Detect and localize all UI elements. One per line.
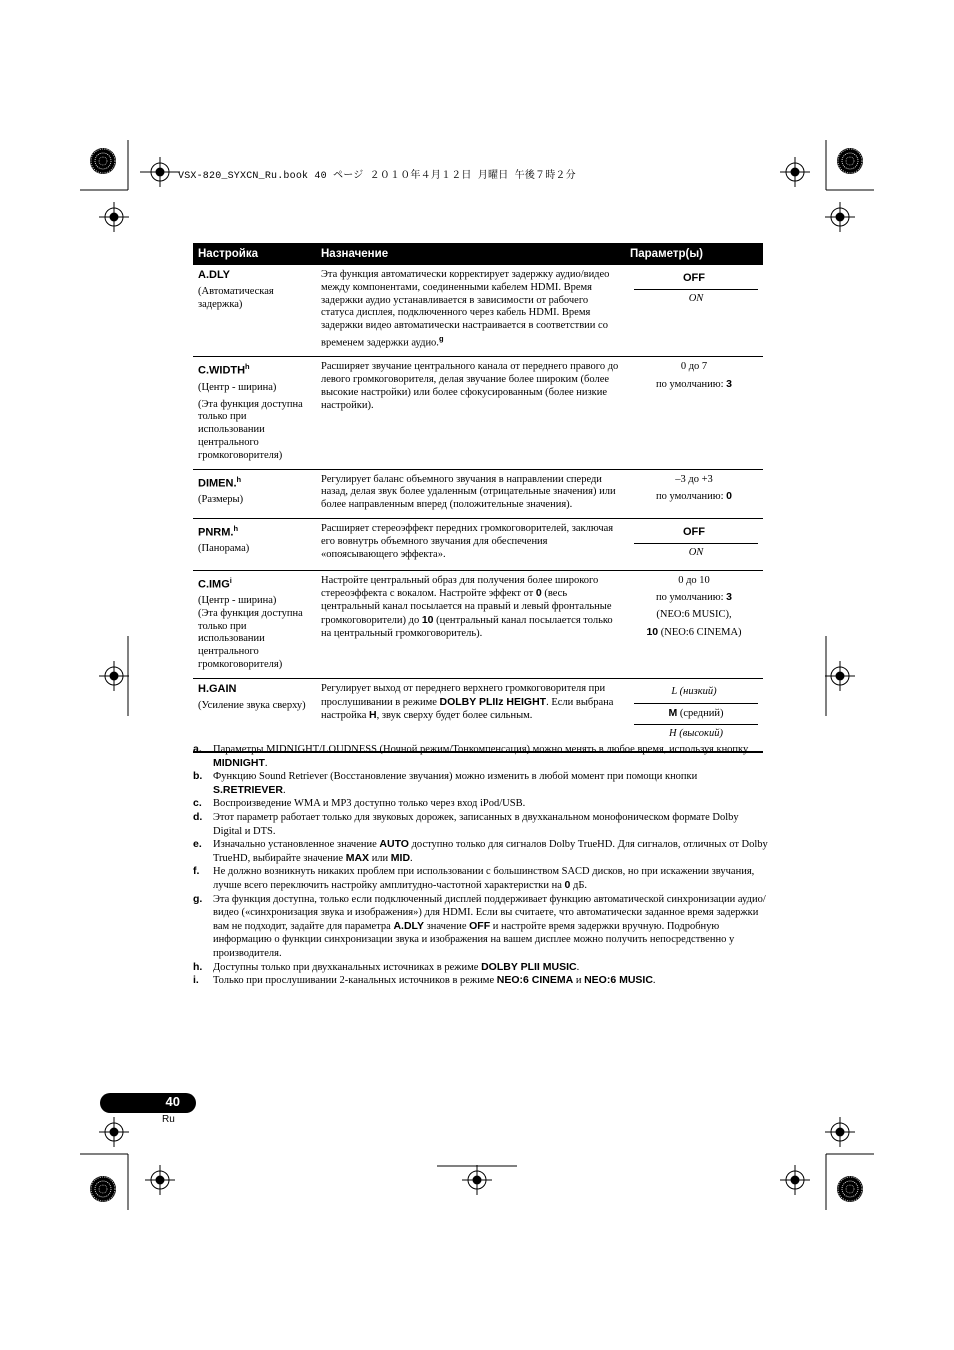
footnote-i: i. Только при прослушивании 2-канальных источников в режиме NEO:6 CINEMA и NEO:6 MUSIC.: [193, 974, 656, 987]
setting-cell: [193, 469, 316, 518]
option-mid: M (средний): [634, 703, 758, 725]
col-header-purpose: Назначение: [316, 243, 625, 265]
param-range: 0 до 7: [680, 361, 708, 373]
setting-params: [625, 469, 763, 518]
setting-note: (Эта функция доступна только при использовании центрального громкоговорителя): [198, 398, 303, 461]
setting-cell: [193, 678, 316, 752]
footnote-h: h. Доступны только при двухканальных источниках в режиме DOLBY PLII MUSIC.: [193, 960, 580, 973]
page-language: Ru: [162, 1114, 175, 1125]
col-header-params: Параметр(ы): [625, 243, 763, 265]
param-default: по умолчанию: 3: [655, 591, 732, 604]
footnote-f: f. Не должно возникнуть никаких проблем при использовании с большинством SACD дисков, но при искажении звучания, лучше всего переключить настройку амплитудно-частотной характеристки на 0 дБ.: [193, 865, 755, 891]
setting-subtitle: (Автоматическая задержка): [198, 285, 274, 310]
setting-subtitle: (Панорама): [198, 543, 250, 555]
option-high: H (высокий): [634, 724, 758, 745]
option-low: L (низкий): [671, 685, 717, 697]
table-row: [193, 265, 763, 357]
table-row: [193, 518, 763, 570]
setting-name: PNRM.$^h$: [198, 523, 239, 539]
page-number: 40: [165, 1094, 180, 1109]
option-on: ON: [634, 289, 758, 310]
option-off: OFF: [683, 525, 705, 538]
setting-cell: [193, 357, 316, 469]
footnote-b: b. Функцию Sound Retriever (Восстановление звучания) можно изменить в любой момент при помощи кнопки S.RETRIEVER.: [193, 770, 698, 796]
footnote-c: c. Воспроизведение WMA и MP3 доступно только через вход iPod/USB.: [193, 797, 526, 810]
settings-table: [193, 243, 763, 753]
table-row: [193, 357, 763, 469]
setting-description: Настройте центральный образ для получения более широкого стереоэффекта с вокалом. Настройте эффект от 0 (весь центральный канал посылается на правый и левый фронтальные громкоговорители) до 10 (центральный канал посылается только на центральный громкоговоритель).: [316, 570, 625, 678]
param-range: –3 до +3: [675, 473, 713, 485]
table-row: [193, 570, 763, 678]
print-header: VSX-820_SYXCN_Ru.book 40 ページ ２０１０年４月１２日 月曜日 午後７時２分: [178, 171, 576, 182]
param-default: по умолчанию: 3: [655, 378, 732, 391]
setting-description: Расширяет звучание центрального канала от переднего правого до левого громкоговорителя, делая звучание более широким (более высокие настройки) или более сфокусированным (более низкие настройки).: [316, 357, 625, 469]
setting-name: A.DLY: [198, 269, 230, 281]
setting-subtitle: (Размеры): [198, 493, 244, 505]
setting-description: Регулирует баланс объемного звучания в направлении спереди назад, делая звук более удаленным (отрицательные значения) или более направленным вперед (положительные значения).: [316, 469, 625, 518]
param-neo-music: (NEO:6 MUSIC),: [656, 609, 732, 621]
table-row: [193, 469, 763, 518]
option-off: OFF: [683, 272, 705, 284]
setting-note: (Эта функция доступна только при использовании центрального громкоговорителя): [198, 607, 303, 670]
setting-params: [625, 518, 763, 570]
setting-description: Расширяет стереоэффект передних громкоговорителей, заключая его вовнутрь объемного звучания для обеспечения «опоясывающего эффекта».: [316, 518, 625, 570]
footnote-g: g. Эта функция доступна, только если подключенный дисплей поддерживает функцию автоматической синхронизации аудио/видео («синхронизация звука и изображения») для HDMI. Если вы считаете, что автоматически заданное время задержки вам не подходит, задайте для параметра A.DLY значение OFF и настройте время задержки вручную. Подробную информацию о функции синхронизации звука и изображения на вашем дисплее можно получить непосредственно у производителя.: [193, 892, 766, 959]
setting-cell: [193, 265, 316, 357]
footnote-d: d. Этот параметр работает только для звуковых дорожек, записанных в двухканальном монофоническом формате Dolby Digital и DTS.: [193, 810, 739, 837]
setting-name: C.IMG$^i$: [198, 575, 232, 591]
setting-params: [625, 678, 763, 752]
param-default: по умолчанию: 0: [655, 490, 732, 503]
col-header-setting: Настройка: [193, 243, 316, 265]
footnotes: [193, 743, 768, 988]
table-header-row: [193, 243, 763, 265]
setting-name: DIMEN.$^h$: [198, 474, 242, 490]
setting-params: [625, 357, 763, 469]
setting-name: C.WIDTH$^h$: [198, 362, 250, 377]
setting-description: Эта функция автоматически корректирует задержку аудио/видео между компонентами, соединенными кабелем HDMI. Время задержки аудио устанавливается в зависимости от рабочего статуса дисплея, подключенного через кабель HDMI. Время задержки видео автоматически настраивается в соответствии со временем задержки аудио.$^g$: [316, 265, 625, 357]
param-neo-cinema: 10 (NEO:6 CINEMA): [646, 625, 742, 638]
option-on: ON: [634, 543, 758, 564]
table-row: [193, 678, 763, 752]
page-number-badge: [100, 1093, 196, 1113]
footnote-a: a. Параметры MIDNIGHT/LOUDNESS (Ночной режим/Тонкомпенсация) можно менять в любое время, используя кнопку MIDNIGHT.: [193, 743, 749, 769]
setting-name: H.GAIN: [198, 682, 237, 695]
setting-subtitle: (Усиление звука сверху): [198, 699, 306, 711]
setting-params: [625, 570, 763, 678]
setting-subtitle: (Центр - ширина): [198, 381, 277, 393]
setting-params: [625, 265, 763, 357]
param-range: 0 до 10: [678, 574, 710, 586]
footnote-e: e. Изначально установленное значение AUTO доступно только для сигналов Dolby TrueHD. Для сигналов, отличных от Dolby TrueHD, выбирайте значение MAX или MID.: [193, 838, 768, 864]
setting-description: Регулирует выход от переднего верхнего громкоговорителя при прослушивании в режиме DOLBY PLIIz HEIGHT. Если выбрана настройка H, звук сверху будет более сильным.: [316, 678, 625, 752]
setting-cell: [193, 518, 316, 570]
setting-cell: [193, 570, 316, 678]
setting-subtitle: (Центр - ширина): [198, 594, 277, 606]
